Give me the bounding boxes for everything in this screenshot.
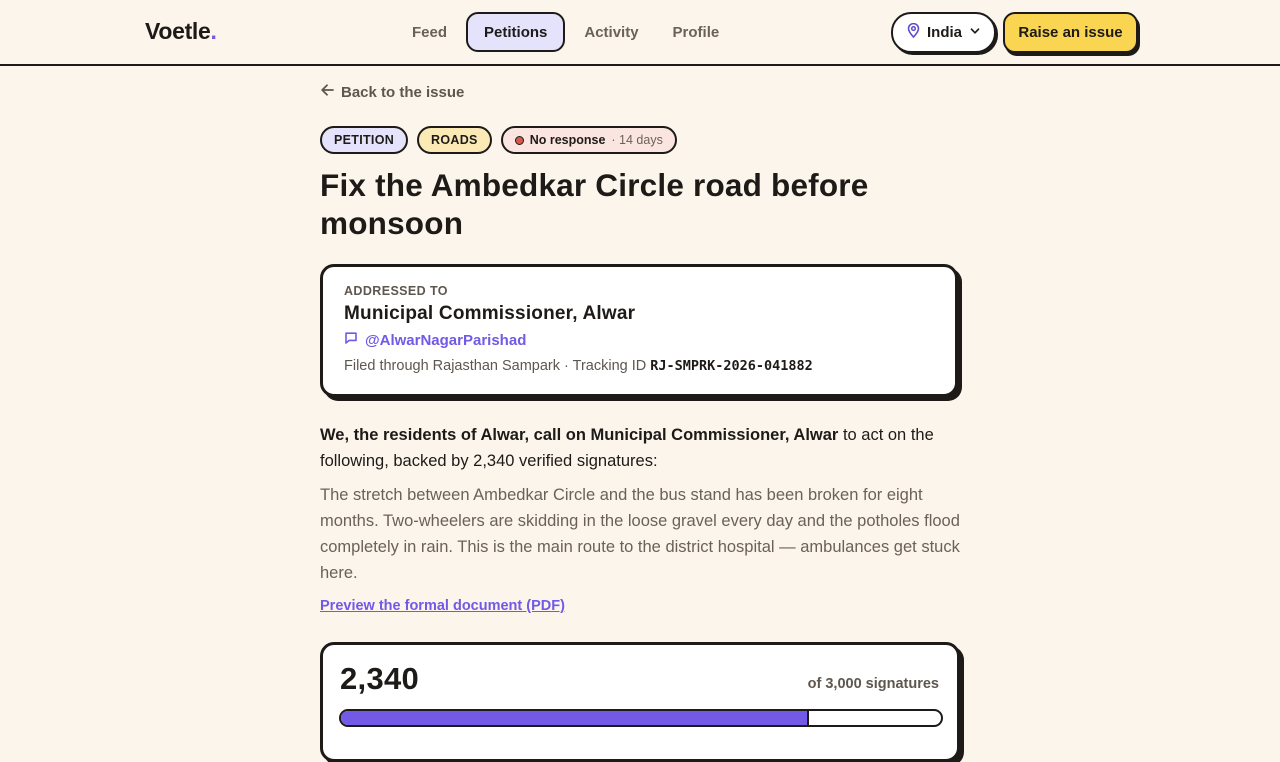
petition-intro	[320, 422, 964, 474]
raise-issue-button[interactable]: Raise an issue	[1003, 12, 1138, 53]
addressed-to-card	[320, 264, 958, 397]
filed-through-text: Filed through Rajasthan Sampark · Tracking ID	[344, 358, 651, 374]
addressed-label: ADDRESSED TO	[344, 284, 448, 298]
intro-bold: We, the residents of Alwar, call on Municipal Commissioner, Alwar	[320, 426, 839, 444]
message-icon	[344, 331, 358, 349]
status-days: · 14 days	[611, 133, 663, 147]
signature-card	[320, 642, 960, 762]
nav-item-feed[interactable]: Feed	[412, 23, 448, 41]
main-nav	[397, 12, 734, 52]
intro-rest: to act on the following, backed by 2,340 verified signatures:	[320, 426, 934, 470]
location-pin-icon	[907, 23, 920, 42]
status-text: No response	[529, 133, 606, 147]
tag-row	[320, 126, 677, 154]
country-label: India	[927, 24, 963, 41]
signature-count: 2,340	[340, 661, 420, 696]
page-title: Fix the Ambedkar Circle road before monsoon	[320, 167, 869, 241]
signature-progress-bar	[339, 709, 943, 727]
top-navigation-bar	[0, 0, 1280, 66]
logo-text: Voetle	[145, 18, 211, 44]
petition-body: The stretch between Ambedkar Circle and the bus stand has been broken for eight months. Two-wheelers are skidding in the loose gravel every day and the potholes flood completely in rain. This is the main route to the district hospital — ambulances get stuck here.	[320, 486, 960, 582]
nav-item-activity[interactable]: Activity	[584, 23, 639, 41]
pdf-preview-link[interactable]: Preview the formal document (PDF)	[320, 598, 565, 614]
status-badge	[501, 126, 677, 154]
filed-through-line	[344, 358, 934, 374]
recipient-name: Municipal Commissioner, Alwar	[344, 303, 636, 324]
tracking-id: RJ-SMPRK-2026-041882	[650, 358, 813, 374]
nav-item-profile[interactable]: Profile	[672, 23, 720, 41]
nav-item-petitions[interactable]: Petitions	[466, 12, 565, 52]
recipient-handle: @AlwarNagarParishad	[365, 331, 527, 349]
signature-goal: of 3,000 signatures	[807, 676, 939, 692]
country-selector[interactable]	[891, 12, 996, 53]
logo[interactable]	[145, 18, 217, 45]
type-badge: PETITION	[320, 126, 408, 154]
back-link[interactable]	[320, 83, 464, 101]
back-link-label: Back to the issue	[341, 83, 465, 101]
recipient-handle-link[interactable]	[344, 331, 934, 349]
signature-progress-fill	[341, 711, 809, 725]
status-dot-icon	[515, 136, 524, 145]
logo-dot: .	[210, 18, 217, 44]
arrow-left-icon	[320, 83, 335, 101]
category-badge: ROADS	[417, 126, 492, 154]
chevron-down-icon	[969, 24, 981, 41]
